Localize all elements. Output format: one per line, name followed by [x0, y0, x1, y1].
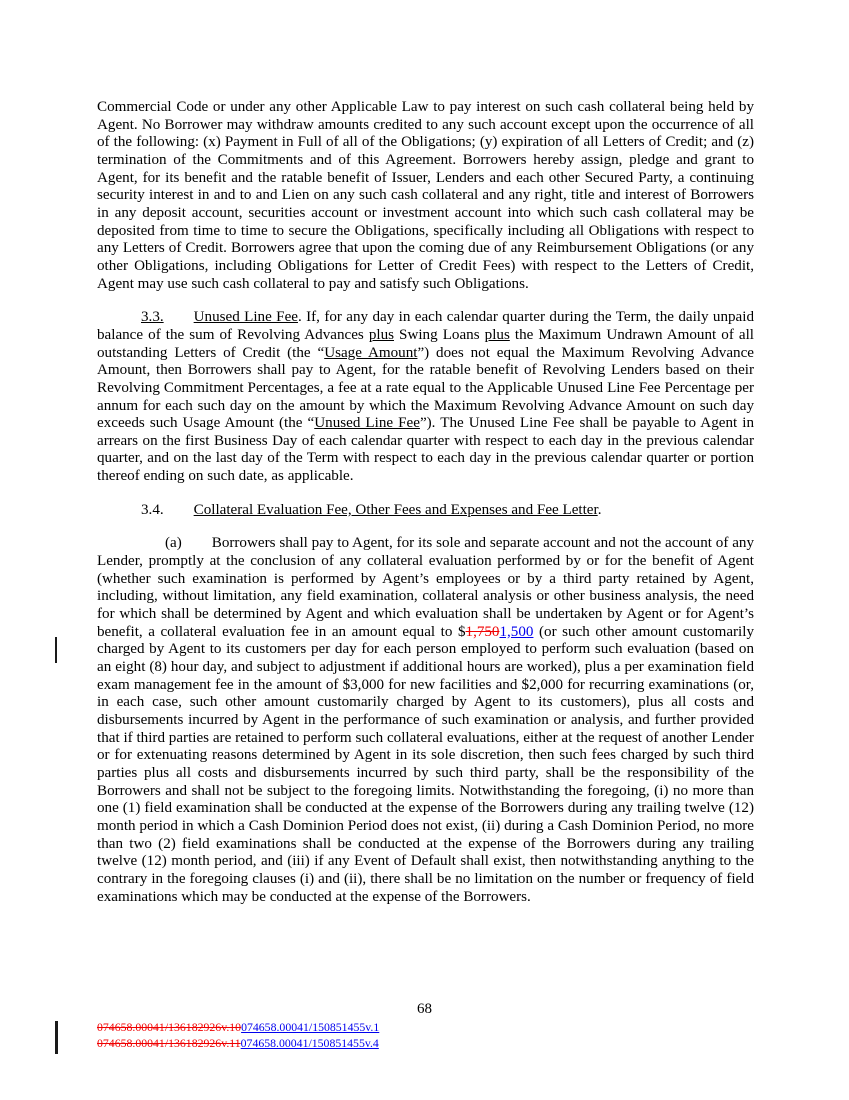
subsection-label: (a) [165, 535, 182, 552]
document-body [97, 99, 754, 922]
text-run: ”). The Unused Line Fee shall be payable to Agent in arrears on the first Business Day of each calendar quarter with respect to each day in the previous calendar quarter, and on the last day of the Term with respect to each day in the previous calendar quarter or portion thereof ending on such date, as applicable. [97, 415, 754, 485]
section-number: 3.4. [141, 501, 164, 518]
inserted-document-id: 074658.00041/150851455v.4 [240, 1035, 379, 1050]
text-run: Usage Amount [324, 344, 418, 361]
revision-change-bar-footer [55, 1021, 58, 1054]
paragraph-cash-collateral [97, 99, 754, 293]
section-number: 3.3. [141, 309, 164, 326]
text-run: Unused Line Fee [314, 415, 420, 432]
text-run: Borrowers shall pay to Agent, for its sole and separate account and not the account of any Lender, promptly at the conclusion of any collateral evaluation performed by or for the benefit of Agent (whether such examination is performed by Agent’s employees or by a third party retained by Agent, including, without limitation, any field examination, collateral analysis or other business analysis, the need for which shall be determined by Agent and which evaluation shall be undertaken by Agent or for Agent’s benefit, a collateral evaluation fee in an amount equal to $ [97, 535, 754, 640]
deleted-amount: 1,750 [465, 623, 500, 640]
section-3-4-heading [97, 502, 754, 520]
inserted-document-id: 074658.00041/150851455v.1 [241, 1020, 380, 1034]
text-run: plus [368, 326, 394, 343]
text-run: (or such other amount customarily charged by Agent to its customers per day for each person employed to perform such evaluation (based on an eight (8) hour day, and subject to adjustment if additional hours are worked), plus a per examination field exam management fee in the amount of $3,000 for new facilities and $2,000 for recurring examinations (or, in each case, such other amount customarily charged by Agent to its customers), plus all costs and disbursements incurred by Agent in the performance of such examination or analysis, and further provided that if third parties are retained to perform such collateral evaluations, either at the request of another Lender or for extenuating reasons determined by Agent in its sole discretion, then such fees charged by such third parties plus all costs and disbursements incurred by such third party, shall be the responsibility of the Borrowers and shall not be subject to the foregoing limits. Notwithstanding the foregoing, (i) no more than one (1) field examination shall be conducted at the expense of the Borrowers during any trailing twelve (12) month period in which a Cash Dominion Period does not exist, (ii) during a Cash Dominion Period, no more than two (2) field examinations shall be conducted at the expense of the Borrowers during any trailing twelve (12) month period, and (iii) if any Event of Default shall exist, then notwithstanding anything to the contrary in the foregoing clauses (i) and (ii), there shall be no limitation on the number or frequency of field examinations which may be conducted at the expense of the Borrowers. [97, 623, 754, 905]
document-id-line-1 [97, 1020, 379, 1036]
text-run: Commercial Code or under any other Applicable Law to pay interest on such cash collateral being held by Agent. No Borrower may withdraw amounts credited to any such account except upon the occurrence of all of the following: (x) Payment in Full of all of the Obligations; (y) expiration of all Letters of Credit; and (z) termination of the Commitments and of this Agreement. Borrowers hereby assign, pledge and grant to Agent, for its benefit and the ratable benefit of Issuer, Lenders and each other Secured Party, a continuing security interest in and to and Lien on any such cash collateral and any right, title and interest of Borrowers in any deposit account, securities account or investment account into which such cash collateral may be deposited from time to time to secure the Obligations, specifically including all Obligations with respect to any Letters of Credit. Borrowers agree that upon the coming due of any Reimbursement Obligations (or any other Obligations, including Obligations for Letter of Credit Fees) with respect to the Letters of Credit, Agent may use such cash collateral to pay and satisfy such Obligations. [97, 99, 754, 292]
text-run: ”) does not equal the Maximum Revolving Advance Amount, then Borrowers shall pay to Agent, for the ratable benefit of Revolving Lenders based on their Revolving Commitment Percentages, a fee at a rate equal to the Applicable Unused Line Fee Percentage per annum for each such day on the amount by which the Maximum Revolving Advance Amount on such day exceeds such Usage Amount (the “ [97, 344, 754, 432]
text-run: Swing Loans [394, 326, 485, 343]
revision-change-bar-body [55, 637, 57, 663]
page-number: 68 [417, 1001, 432, 1017]
deleted-document-id: 074658.00041/136182926v.10 [97, 1020, 242, 1034]
section-3-3-unused-line-fee [97, 309, 754, 486]
text-run: . [597, 501, 602, 518]
section-heading: Unused Line Fee [193, 309, 298, 326]
paragraph-3-4-a-collateral-evaluation-fee [97, 535, 754, 906]
inserted-amount: 1,500 [499, 623, 534, 640]
section-heading: Collateral Evaluation Fee, Other Fees and Expenses and Fee Letter [193, 501, 598, 518]
deleted-document-id: 074658.00041/136182926v.11 [97, 1035, 241, 1050]
document-id-line-2 [97, 1036, 379, 1052]
text-run: plus [484, 326, 510, 343]
document-id-footer [97, 1020, 379, 1051]
text-run: the Maximum Undrawn Amount of all outstanding Letters of Credit (the “ [97, 326, 754, 361]
text-run: . If, for any day in each calendar quarter during the Term, the daily unpaid balance of the sum of Revolving Advances [97, 309, 754, 343]
